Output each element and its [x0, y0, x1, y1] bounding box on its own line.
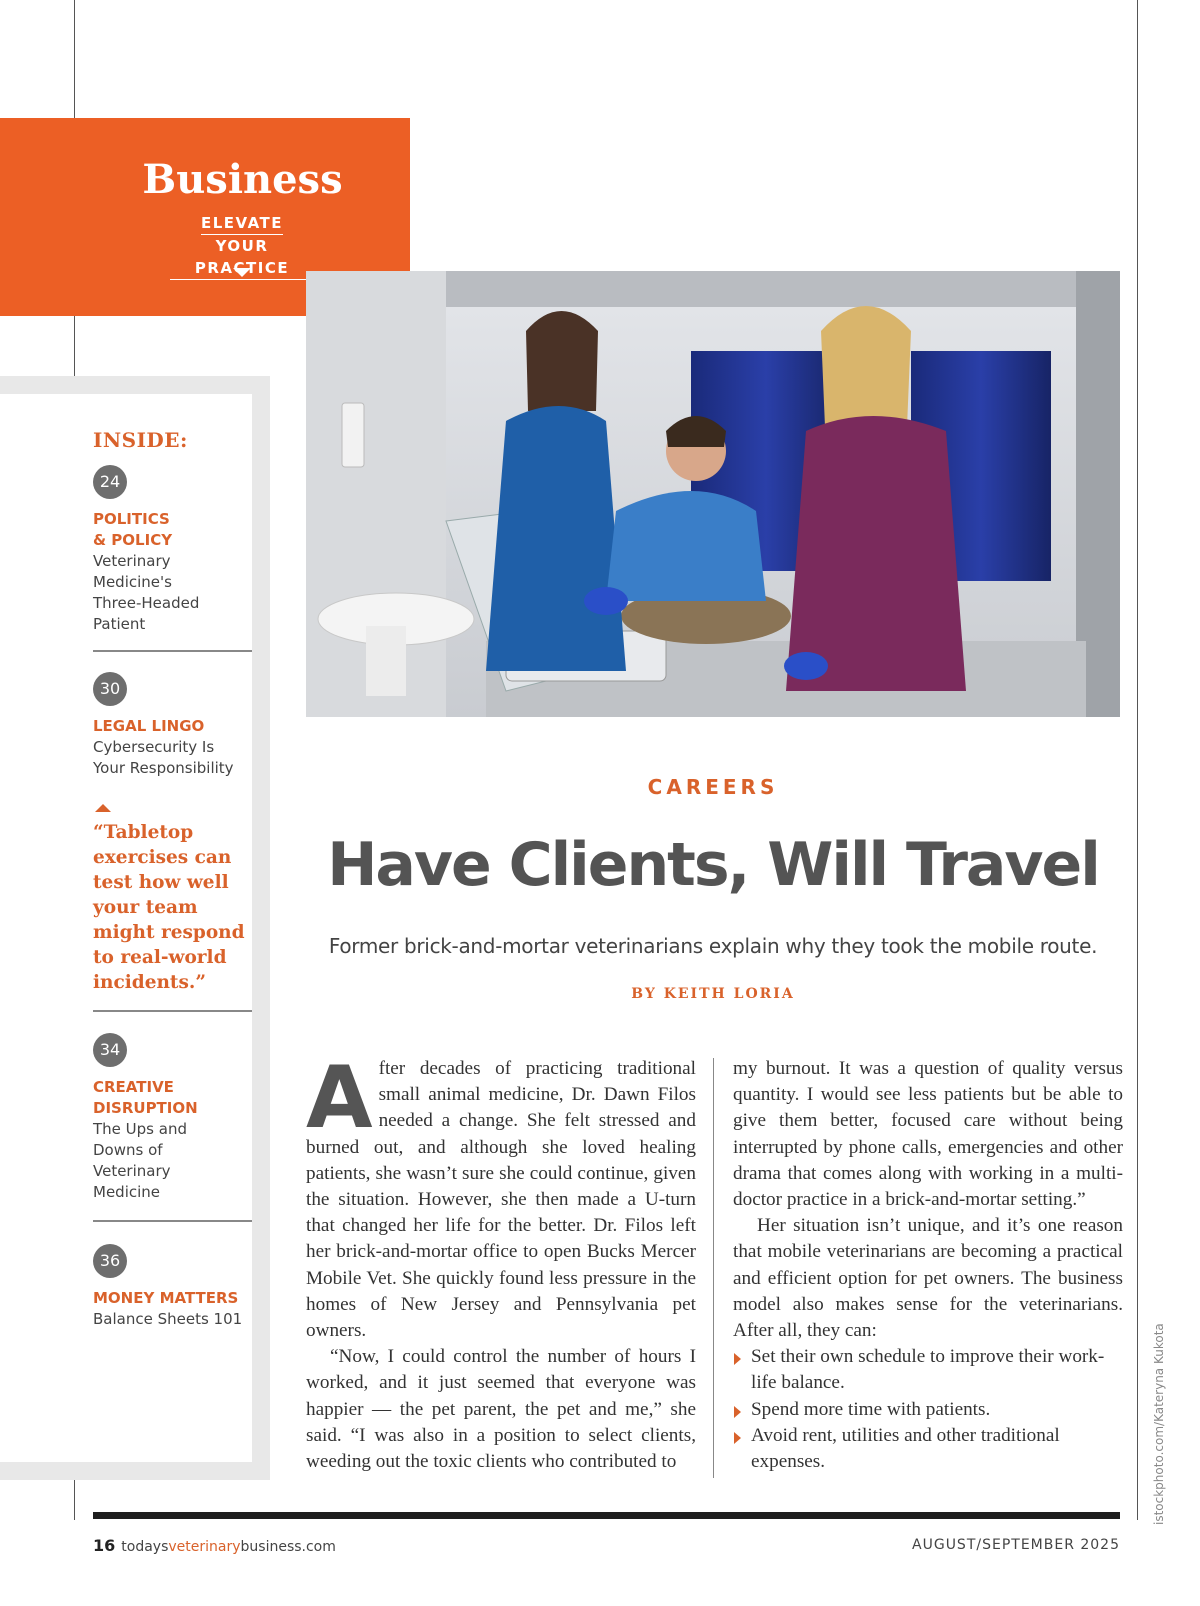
entry-description: Balance Sheets 101	[93, 1310, 243, 1328]
pull-quote: “Tabletop exercises can test how well your team might respond to real-world incidents.”	[93, 822, 245, 993]
sidebar-entry[interactable]	[93, 672, 243, 779]
site-suffix: business.com	[240, 1539, 336, 1555]
article-dek: Former brick-and-mortar veterinarians explain why they took the mobile route.	[328, 934, 1098, 958]
inside-label: INSIDE:	[93, 428, 188, 452]
issue-date: AUGUST/SEPTEMBER 2025	[912, 1537, 1120, 1553]
bullet-item: Spend more time with patients.	[733, 1397, 1123, 1423]
body-column-1	[306, 1048, 696, 1475]
column-divider	[713, 1058, 714, 1478]
site-prefix: todays	[121, 1539, 169, 1555]
page-number-badge: 34	[93, 1033, 127, 1067]
page-number: 16	[93, 1536, 116, 1555]
article-kicker: CAREERS	[647, 775, 779, 799]
entry-description: The Ups and Downs of Veterinary Medicine	[93, 1120, 187, 1201]
hero-photo	[306, 271, 1120, 717]
photo-credit: istockphoto.com/Kateryna Kukota	[1152, 1323, 1166, 1525]
bullet-item: Set their own schedule to improve their work-life balance.	[733, 1344, 1123, 1396]
sidebar-entry[interactable]	[93, 1244, 243, 1330]
sidebar-divider	[93, 1220, 252, 1222]
section-title: Business	[142, 156, 343, 203]
entry-category: CREATIVE DISRUPTION	[93, 1078, 198, 1117]
up-triangle-icon	[95, 804, 111, 812]
page-number-badge: 30	[93, 672, 127, 706]
drop-cap: A	[306, 1048, 373, 1148]
right-margin-rule	[1137, 0, 1138, 1520]
article-headline: Have Clients, Will Travel	[327, 830, 1099, 900]
hero-photo-illustration	[306, 271, 1120, 717]
sidebar-entry[interactable]	[93, 465, 243, 635]
paragraph: my burnout. It was a question of quality versus quantity. I would see less patients but be able to give them better, focused care without being interrupted by phone calls, emergencies and other drama that comes along with working in a multi-doctor practice in a brick-and-mortar setting.”	[733, 1058, 1123, 1211]
bullet-list	[733, 1344, 1123, 1475]
sidebar-entry[interactable]	[93, 1033, 243, 1203]
paragraph: Her situation isn’t unique, and it’s one reason that mobile veterinarians are becoming a practical and efficient option for pet owners. The business model also makes sense for the veterinarians. After all, they can:	[733, 1215, 1123, 1342]
entry-category: LEGAL LINGO	[93, 717, 205, 735]
section-subtitle-line2: YOUR PRACTICE	[170, 235, 314, 280]
entry-category: POLITICS & POLICY	[93, 510, 173, 549]
section-subtitle-line1: ELEVATE	[201, 212, 283, 235]
bullet-item: Avoid rent, utilities and other traditional expenses.	[733, 1423, 1123, 1475]
entry-description: Veterinary Medicine's Three-Headed Patient	[93, 552, 200, 633]
entry-description: Cybersecurity Is Your Responsibility	[93, 738, 234, 777]
sidebar-divider	[93, 1010, 252, 1012]
entry-category: MONEY MATTERS	[93, 1289, 239, 1307]
page-number-badge: 24	[93, 465, 127, 499]
paragraph: “Now, I could control the number of hours I worked, and it just seemed that everyone was happier — the pet parent, the pet and me,” she said. “I was also in a position to select clients, weeding out the toxic clients who contributed to	[306, 1346, 696, 1473]
footer-rule	[93, 1512, 1120, 1519]
sidebar-divider	[93, 650, 252, 652]
down-triangle-icon	[233, 268, 251, 277]
paragraph: After decades of practicing traditional small animal medicine, Dr. Dawn Filos needed a change. She felt stressed and burned out, and although she loved healing patients, she wasn’t sure she could continue, given the situation. However, she then made a U-turn that changed her life for the better. Dr. Filos left her brick-and-mortar office to open Bucks Mercer Mobile Vet. She quickly found less pressure in the homes of New Jersey and Pennsylvania pet owners.	[306, 1048, 696, 1342]
body-column-2	[733, 1056, 1123, 1475]
article-byline: BY KEITH LORIA	[631, 986, 795, 1002]
site-highlight: veterinary	[168, 1539, 241, 1555]
footer-left	[93, 1536, 336, 1555]
page-number-badge: 36	[93, 1244, 127, 1278]
